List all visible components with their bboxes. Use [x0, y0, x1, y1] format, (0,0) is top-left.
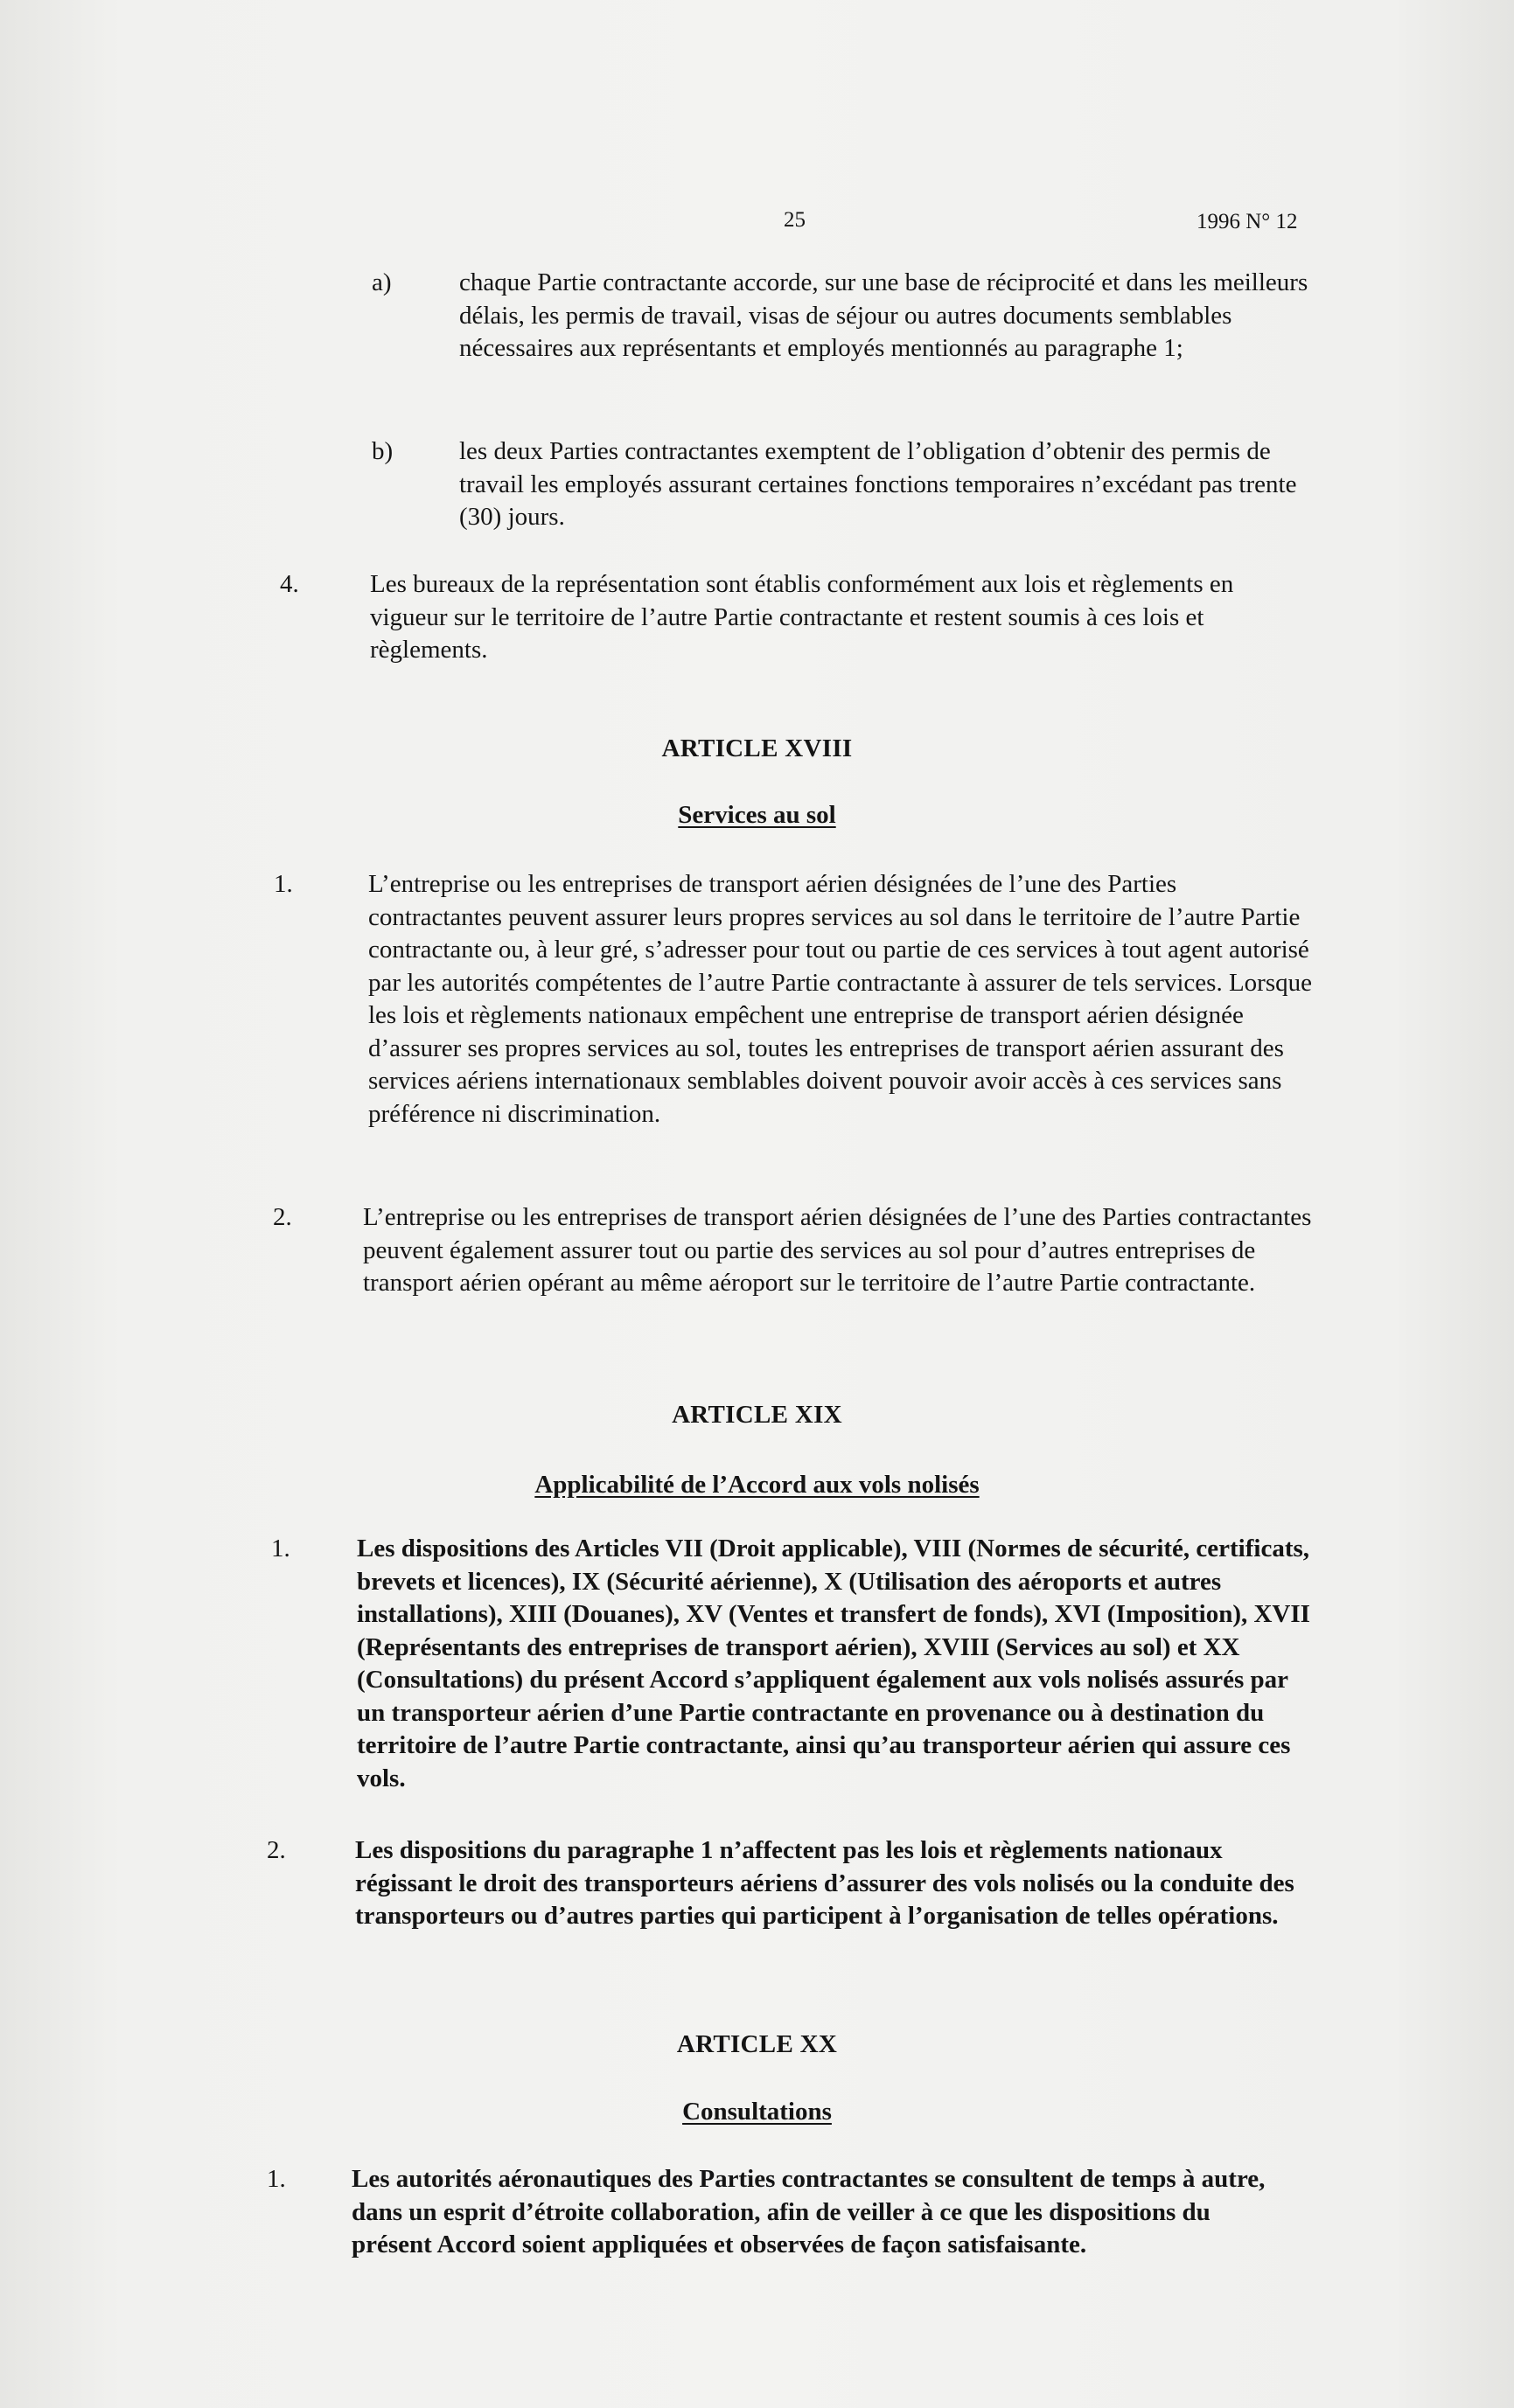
- paragraph-text: L’entreprise ou les entreprises de transport aérien désignées de l’une des Parties contractantes peuvent assurer leurs propres services au sol dans le territoire de l’autre Partie contractante ou, à leur gré, s’adresser pour tout ou partie de ces services à tout agent autorisé par les autorités compétentes de l’autre Partie contractante à assurer de tels services. Lorsque les lois et règlements nationaux empêchent une entreprise de transport aérien désignée d’assurer ses propres services au sol, toutes les entreprises de transport aérien assurant des services aériens internationaux semblables doivent pouvoir avoir accès à ces services sans préférence ni discrimination.: [368, 870, 1312, 1128]
- paragraph-text: Les dispositions du paragraphe 1 n’affectent pas les lois et règlements nationaux régissant le droit des transporteurs aériens d’assurer des vols nolisés ou la conduite des transporteurs ou d’autres parties qui participent à l’organisation de telles opérations.: [355, 1836, 1294, 1930]
- article-title: ARTICLE XVIII: [661, 734, 853, 762]
- paragraph-number: 2.: [273, 1203, 292, 1231]
- paragraph-number: 1.: [271, 1535, 290, 1562]
- paragraph-text: Les autorités aéronautiques des Parties contractantes se consultent de temps à autre, dans un esprit d’étroite collaboration, afin de veiller à ce que les dispositions du présent Accord soient appliquées et observées de façon satisfaisante.: [352, 2165, 1266, 2258]
- document-reference: 1996 N° 12: [1197, 210, 1298, 233]
- item-b-text: les deux Parties contractantes exemptent de l’obligation d’obtenir des permis de travail les employés assurant certaines fonctions temporaires n’excédant pas trente (30) jours.: [459, 437, 1297, 531]
- article-title: ARTICLE XX: [676, 2030, 838, 2058]
- paragraph-number: 2.: [267, 1836, 286, 1864]
- paragraph-number: 4.: [280, 570, 299, 598]
- paragraph-number: 1.: [274, 870, 293, 898]
- article-subtitle: Services au sol: [678, 801, 836, 829]
- page-number: 25: [784, 208, 806, 232]
- article-title: ARTICLE XIX: [672, 1401, 842, 1429]
- paragraph-text: Les bureaux de la représentation sont établis conformément aux lois et règlements en vigueur sur le territoire de l’autre Partie contractante et restent soumis à ces lois et règlements.: [370, 570, 1234, 664]
- item-a-text: chaque Partie contractante accorde, sur une base de réciprocité et dans les meilleurs délais, les permis de travail, visas de séjour ou autres documents semblables nécessaires aux représentants et employés mentionnés au paragraphe 1;: [459, 268, 1308, 362]
- paragraph-number: 1.: [267, 2165, 286, 2193]
- item-label-a: a): [372, 268, 392, 296]
- item-label-b: b): [372, 437, 394, 465]
- paragraph-text: L’entreprise ou les entreprises de transport aérien désignées de l’une des Parties contractantes peuvent également assurer tout ou partie des services au sol pour d’autres entreprises de transport aérien opérant au même aéroport sur le territoire de l’autre Partie contractante.: [363, 1203, 1312, 1297]
- article-subtitle: Consultations: [682, 2098, 832, 2126]
- article-subtitle: Applicabilité de l’Accord aux vols nolisés: [534, 1471, 980, 1499]
- paragraph-text: Les dispositions des Articles VII (Droit applicable), VIII (Normes de sécurité, certificats, brevets et licences), IX (Sécurité aérienne), X (Utilisation des aéroports et autres installations), XIII (Douanes), XV (Ventes et transfert de fonds), XVI (Imposition), XVII (Représentants des entreprises de transport aérien), XVIII (Services au sol) et XX (Consultations) du présent Accord s’appliquent également aux vols nolisés assurés par un transporteur aérien d’une Partie contractante en provenance ou à destination du territoire de l’autre Partie contractante, ainsi qu’au transporteur aérien qui assure ces vols.: [357, 1535, 1310, 1792]
- page-header: [0, 208, 1514, 243]
